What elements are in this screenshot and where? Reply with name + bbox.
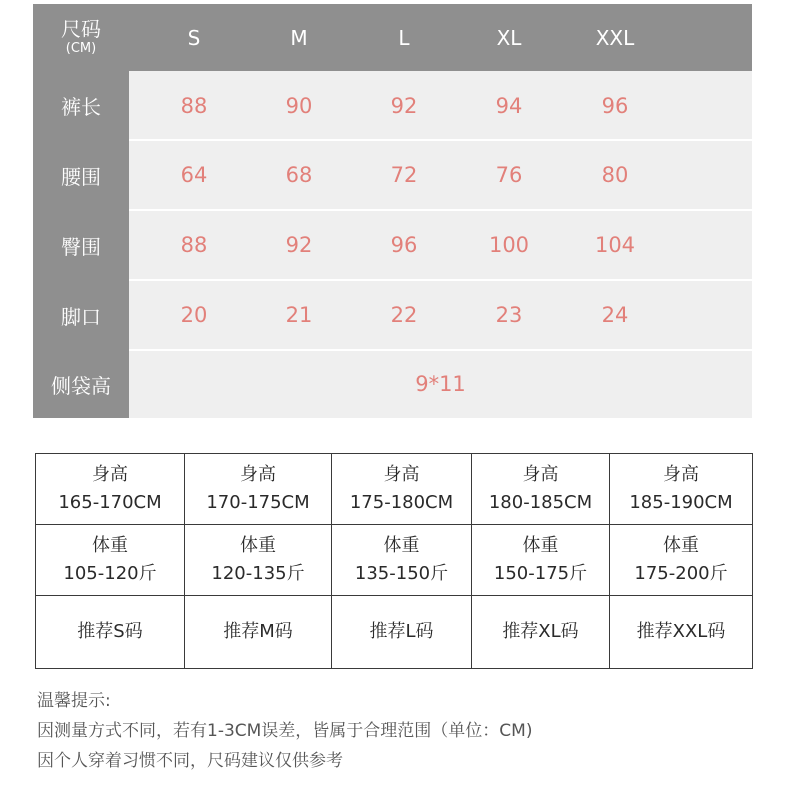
height-label: 身高: [383, 464, 420, 485]
pocket-value: 9*11: [415, 372, 466, 396]
height-label: 身高: [240, 464, 276, 485]
value-cell: 104: [594, 233, 636, 257]
height-range: 165-170CM: [58, 492, 162, 513]
height-cell: [610, 454, 753, 525]
height-label: 身高: [522, 464, 559, 485]
value-cell: 80: [601, 163, 629, 187]
height-label: 身高: [92, 464, 128, 485]
weight-range: 135-150斤: [354, 563, 449, 584]
weight-label: 体重: [383, 535, 420, 556]
recommend-cell: 推荐M码: [185, 596, 332, 669]
row-pocket-height: [33, 350, 752, 418]
weight-range: 175-200斤: [634, 563, 728, 584]
height-row: [36, 454, 753, 525]
value-cell: 68: [285, 163, 313, 187]
height-range: 180-185CM: [488, 492, 593, 513]
value-cell: 24: [601, 303, 629, 327]
notes-line-2: 因个人穿着习惯不同，尺码建议仅供参考: [37, 751, 343, 771]
header-unit: (CM): [65, 41, 97, 57]
notes-title: 温馨提示:: [37, 691, 111, 711]
recommendation-table: [35, 453, 753, 669]
row-label: 脚口: [33, 280, 129, 350]
recommend-cell: 推荐L码: [332, 596, 472, 669]
weight-cell: [472, 525, 610, 596]
height-range: 170-175CM: [206, 492, 310, 513]
recommend-cell: 推荐S码: [36, 596, 185, 669]
size-chart: [33, 4, 752, 418]
weight-range: 105-120斤: [63, 563, 157, 584]
weight-range: 120-135斤: [211, 563, 305, 584]
value-cell: 88: [180, 233, 208, 257]
header-label-text: 尺码: [61, 17, 101, 42]
value-cell: 76: [495, 163, 523, 187]
recommend-row: [36, 596, 753, 669]
value-cell: 72: [390, 163, 418, 187]
recommend-cell: 推荐XL码: [472, 596, 610, 669]
size-header-l: L: [398, 25, 410, 50]
size-header-m: M: [290, 25, 308, 50]
height-cell: [36, 454, 185, 525]
value-cell: 94: [495, 93, 523, 118]
weight-row: [36, 525, 753, 596]
height-cell: [472, 454, 610, 525]
value-cell: 23: [495, 303, 523, 327]
size-header-xl: XL: [496, 25, 522, 50]
row-label: 臀围: [33, 210, 129, 280]
value-cell: 96: [390, 233, 418, 257]
weight-range: 150-175斤: [493, 563, 588, 584]
value-cell: 96: [601, 93, 629, 118]
recommend-cell: 推荐XXL码: [610, 596, 753, 669]
height-label: 身高: [663, 464, 699, 485]
weight-label: 体重: [240, 535, 276, 556]
row-length: [33, 71, 752, 140]
value-cell: 88: [180, 93, 208, 118]
value-cell: 21: [285, 303, 313, 327]
weight-cell: [332, 525, 472, 596]
weight-cell: [610, 525, 753, 596]
row-leg-opening: [33, 280, 752, 350]
row-label: 腰围: [33, 140, 129, 210]
value-cell: 100: [488, 233, 530, 257]
header-label: [33, 4, 129, 71]
height-cell: [185, 454, 332, 525]
row-hip: [33, 210, 752, 280]
height-range: 185-190CM: [629, 492, 733, 513]
weight-label: 体重: [522, 535, 559, 556]
size-header-s: S: [187, 25, 201, 50]
value-cell: 90: [285, 93, 313, 118]
size-header-xxl: XXL: [595, 25, 635, 50]
value-cell: 22: [390, 303, 418, 327]
height-range: 175-180CM: [349, 492, 454, 513]
row-waist: [33, 140, 752, 210]
notes: [37, 686, 757, 776]
weight-cell: [185, 525, 332, 596]
size-chart-header: [33, 4, 752, 71]
value-cell: 92: [390, 93, 418, 118]
weight-cell: [36, 525, 185, 596]
height-cell: [332, 454, 472, 525]
notes-line-1: 因测量方式不同，若有1-3CM误差，皆属于合理范围（单位：CM): [37, 721, 533, 741]
weight-label: 体重: [663, 535, 699, 556]
weight-label: 体重: [92, 535, 128, 556]
value-cell: 20: [180, 303, 208, 327]
row-label: 侧袋高: [33, 350, 129, 418]
value-cell: 64: [180, 163, 208, 187]
row-label: 裤长: [33, 71, 129, 140]
value-cell: 92: [285, 233, 313, 257]
